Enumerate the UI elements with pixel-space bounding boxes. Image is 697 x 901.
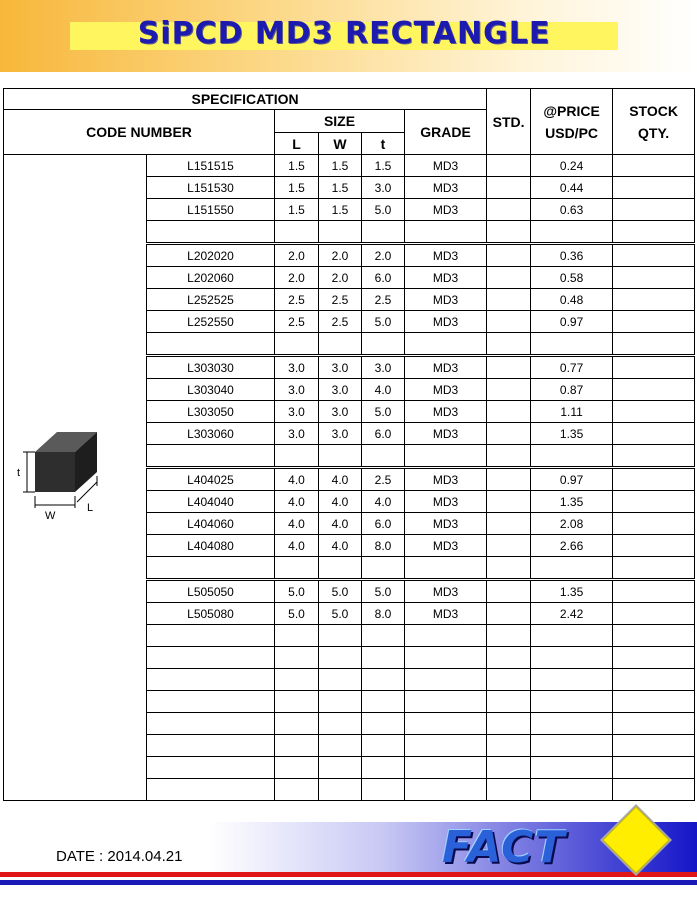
t-cell xyxy=(362,221,405,244)
w-cell xyxy=(319,333,362,356)
l-cell: 4.0 xyxy=(275,468,319,491)
code-number-header: CODE NUMBER xyxy=(4,110,275,155)
stock-cell xyxy=(613,557,695,580)
code-cell xyxy=(147,713,275,735)
grade-cell xyxy=(405,221,487,244)
w-cell: 3.0 xyxy=(319,356,362,379)
l-cell: 4.0 xyxy=(275,491,319,513)
t-cell xyxy=(362,691,405,713)
std-cell xyxy=(487,311,531,333)
l-cell: 1.5 xyxy=(275,199,319,221)
footer-stripe-blue xyxy=(0,880,697,885)
std-cell xyxy=(487,401,531,423)
stock-cell xyxy=(613,177,695,199)
grade-cell: MD3 xyxy=(405,513,487,535)
l-cell: 2.5 xyxy=(275,289,319,311)
price-cell xyxy=(531,735,613,757)
price-cell: 0.77 xyxy=(531,356,613,379)
table-row xyxy=(4,155,695,177)
price-cell xyxy=(531,625,613,647)
stock-header xyxy=(613,89,695,155)
grade-cell xyxy=(405,445,487,468)
grade-cell xyxy=(405,625,487,647)
std-cell xyxy=(487,625,531,647)
grade-cell: MD3 xyxy=(405,244,487,267)
t-cell: 2.5 xyxy=(362,468,405,491)
fact-logo: FACT xyxy=(442,822,566,873)
std-cell xyxy=(487,535,531,557)
w-cell: 1.5 xyxy=(319,199,362,221)
code-cell: L404060 xyxy=(147,513,275,535)
size-header: SIZE xyxy=(275,110,405,133)
std-cell xyxy=(487,669,531,691)
code-cell: L303040 xyxy=(147,379,275,401)
std-cell xyxy=(487,445,531,468)
w-cell xyxy=(319,625,362,647)
stock-cell xyxy=(613,311,695,333)
l-cell xyxy=(275,779,319,801)
std-cell xyxy=(487,691,531,713)
grade-cell: MD3 xyxy=(405,580,487,603)
grade-cell xyxy=(405,691,487,713)
l-cell xyxy=(275,669,319,691)
price-cell xyxy=(531,779,613,801)
t-cell xyxy=(362,757,405,779)
l-cell: 5.0 xyxy=(275,603,319,625)
code-cell xyxy=(147,735,275,757)
stock-cell xyxy=(613,468,695,491)
grade-cell: MD3 xyxy=(405,401,487,423)
w-cell xyxy=(319,221,362,244)
code-cell: L151530 xyxy=(147,177,275,199)
l-cell: 4.0 xyxy=(275,513,319,535)
std-cell xyxy=(487,580,531,603)
l-cell: 3.0 xyxy=(275,379,319,401)
price-cell: 0.48 xyxy=(531,289,613,311)
std-cell xyxy=(487,379,531,401)
price-cell xyxy=(531,445,613,468)
code-cell xyxy=(147,779,275,801)
spec-table-body xyxy=(4,155,695,801)
stock-cell xyxy=(613,691,695,713)
code-cell xyxy=(147,691,275,713)
l-cell: 2.0 xyxy=(275,267,319,289)
t-cell: 2.5 xyxy=(362,289,405,311)
std-cell xyxy=(487,155,531,177)
std-cell xyxy=(487,779,531,801)
std-cell xyxy=(487,333,531,356)
l-cell: 3.0 xyxy=(275,401,319,423)
t-cell: 6.0 xyxy=(362,267,405,289)
code-cell: L151550 xyxy=(147,199,275,221)
code-cell: L404040 xyxy=(147,491,275,513)
code-cell: L404080 xyxy=(147,535,275,557)
t-cell: 6.0 xyxy=(362,513,405,535)
std-cell xyxy=(487,513,531,535)
stock-cell xyxy=(613,199,695,221)
l-cell: 2.0 xyxy=(275,244,319,267)
code-cell xyxy=(147,757,275,779)
diagram-label-w: W xyxy=(45,509,56,522)
stock-cell xyxy=(613,647,695,669)
w-header: W xyxy=(319,133,362,155)
t-cell: 5.0 xyxy=(362,580,405,603)
w-cell xyxy=(319,647,362,669)
w-cell: 2.5 xyxy=(319,289,362,311)
t-cell: 1.5 xyxy=(362,155,405,177)
t-cell: 8.0 xyxy=(362,535,405,557)
price-cell: 1.11 xyxy=(531,401,613,423)
price-cell: 1.35 xyxy=(531,580,613,603)
l-cell: 3.0 xyxy=(275,356,319,379)
w-cell: 4.0 xyxy=(319,468,362,491)
t-cell: 4.0 xyxy=(362,379,405,401)
w-cell xyxy=(319,713,362,735)
l-header: L xyxy=(275,133,319,155)
stock-cell xyxy=(613,580,695,603)
l-cell: 5.0 xyxy=(275,580,319,603)
std-cell xyxy=(487,177,531,199)
stock-cell xyxy=(613,401,695,423)
std-cell xyxy=(487,647,531,669)
stock-cell xyxy=(613,757,695,779)
price-cell: 0.87 xyxy=(531,379,613,401)
l-cell xyxy=(275,333,319,356)
l-cell xyxy=(275,691,319,713)
std-cell xyxy=(487,221,531,244)
grade-cell: MD3 xyxy=(405,267,487,289)
price-cell xyxy=(531,757,613,779)
l-cell xyxy=(275,713,319,735)
price-cell: 0.97 xyxy=(531,311,613,333)
std-cell xyxy=(487,713,531,735)
code-cell: L303050 xyxy=(147,401,275,423)
t-cell: 2.0 xyxy=(362,244,405,267)
stock-cell xyxy=(613,244,695,267)
code-cell: L303060 xyxy=(147,423,275,445)
stock-header-line1: STOCK xyxy=(629,102,678,119)
price-cell xyxy=(531,669,613,691)
grade-cell: MD3 xyxy=(405,289,487,311)
w-cell: 1.5 xyxy=(319,155,362,177)
stock-cell xyxy=(613,379,695,401)
std-cell xyxy=(487,757,531,779)
std-cell xyxy=(487,423,531,445)
l-cell: 1.5 xyxy=(275,155,319,177)
grade-cell xyxy=(405,647,487,669)
grade-cell xyxy=(405,713,487,735)
code-cell: L252525 xyxy=(147,289,275,311)
price-cell xyxy=(531,691,613,713)
grade-cell xyxy=(405,779,487,801)
code-cell: L404025 xyxy=(147,468,275,491)
price-cell: 1.35 xyxy=(531,423,613,445)
t-cell: 5.0 xyxy=(362,199,405,221)
t-cell xyxy=(362,333,405,356)
price-cell: 0.36 xyxy=(531,244,613,267)
l-cell xyxy=(275,557,319,580)
grade-cell: MD3 xyxy=(405,603,487,625)
std-cell xyxy=(487,289,531,311)
grade-cell xyxy=(405,333,487,356)
w-cell: 5.0 xyxy=(319,603,362,625)
grade-cell xyxy=(405,557,487,580)
w-cell: 1.5 xyxy=(319,177,362,199)
stock-cell xyxy=(613,491,695,513)
std-cell xyxy=(487,491,531,513)
code-cell: L252550 xyxy=(147,311,275,333)
grade-cell: MD3 xyxy=(405,155,487,177)
grade-cell: MD3 xyxy=(405,177,487,199)
diamond-logo-icon xyxy=(598,802,674,878)
product-diagram-cell xyxy=(4,155,147,801)
price-cell: 0.24 xyxy=(531,155,613,177)
std-cell xyxy=(487,267,531,289)
code-cell: L505080 xyxy=(147,603,275,625)
code-cell: L202060 xyxy=(147,267,275,289)
price-cell: 0.44 xyxy=(531,177,613,199)
code-cell xyxy=(147,557,275,580)
code-cell: L505050 xyxy=(147,580,275,603)
code-cell xyxy=(147,647,275,669)
code-cell xyxy=(147,669,275,691)
l-cell xyxy=(275,735,319,757)
stock-cell xyxy=(613,669,695,691)
t-cell xyxy=(362,647,405,669)
std-cell xyxy=(487,557,531,580)
std-cell xyxy=(487,603,531,625)
price-cell xyxy=(531,557,613,580)
price-cell: 2.42 xyxy=(531,603,613,625)
w-cell: 3.0 xyxy=(319,379,362,401)
w-cell xyxy=(319,445,362,468)
w-cell xyxy=(319,557,362,580)
grade-cell: MD3 xyxy=(405,468,487,491)
stock-cell xyxy=(613,513,695,535)
l-cell xyxy=(275,625,319,647)
l-cell xyxy=(275,221,319,244)
stock-cell xyxy=(613,356,695,379)
price-cell: 1.35 xyxy=(531,491,613,513)
price-cell: 2.66 xyxy=(531,535,613,557)
price-cell: 0.58 xyxy=(531,267,613,289)
price-header-line1: @PRICE xyxy=(543,102,600,119)
w-cell: 4.0 xyxy=(319,535,362,557)
code-cell xyxy=(147,445,275,468)
stock-cell xyxy=(613,713,695,735)
stock-cell xyxy=(613,423,695,445)
stock-cell xyxy=(613,735,695,757)
diagram-label-t: t xyxy=(17,466,21,479)
l-cell: 3.0 xyxy=(275,423,319,445)
w-cell: 4.0 xyxy=(319,491,362,513)
w-cell xyxy=(319,691,362,713)
stock-header-line2: QTY. xyxy=(638,124,670,141)
w-cell xyxy=(319,669,362,691)
stock-cell xyxy=(613,603,695,625)
price-cell: 0.63 xyxy=(531,199,613,221)
t-cell xyxy=(362,445,405,468)
stock-cell xyxy=(613,779,695,801)
spec-table xyxy=(3,88,695,801)
grade-cell xyxy=(405,757,487,779)
diagram-label-l: L xyxy=(87,501,94,514)
grade-cell: MD3 xyxy=(405,356,487,379)
stock-cell xyxy=(613,625,695,647)
t-cell xyxy=(362,779,405,801)
price-cell xyxy=(531,221,613,244)
w-cell xyxy=(319,757,362,779)
t-cell: 5.0 xyxy=(362,311,405,333)
specification-header: SPECIFICATION xyxy=(4,89,487,110)
code-cell: L151515 xyxy=(147,155,275,177)
l-cell: 1.5 xyxy=(275,177,319,199)
stock-cell xyxy=(613,221,695,244)
std-cell xyxy=(487,199,531,221)
date-label: DATE : 2014.04.21 xyxy=(56,848,183,865)
grade-cell xyxy=(405,735,487,757)
std-cell xyxy=(487,356,531,379)
w-cell: 2.5 xyxy=(319,311,362,333)
code-cell xyxy=(147,221,275,244)
page-title: SiPCD MD3 RECTANGLE xyxy=(137,16,551,51)
price-cell xyxy=(531,333,613,356)
std-header: STD. xyxy=(487,89,531,155)
grade-header: GRADE xyxy=(405,110,487,155)
code-cell xyxy=(147,333,275,356)
grade-cell: MD3 xyxy=(405,491,487,513)
w-cell: 2.0 xyxy=(319,267,362,289)
grade-cell: MD3 xyxy=(405,379,487,401)
price-header-line2: USD/PC xyxy=(545,124,599,141)
t-cell xyxy=(362,557,405,580)
std-cell xyxy=(487,468,531,491)
t-cell: 6.0 xyxy=(362,423,405,445)
w-cell: 2.0 xyxy=(319,244,362,267)
l-cell xyxy=(275,445,319,468)
grade-cell: MD3 xyxy=(405,311,487,333)
t-cell xyxy=(362,669,405,691)
l-cell: 2.5 xyxy=(275,311,319,333)
stock-cell xyxy=(613,535,695,557)
t-cell: 5.0 xyxy=(362,401,405,423)
price-cell: 0.97 xyxy=(531,468,613,491)
grade-cell: MD3 xyxy=(405,535,487,557)
t-cell: 3.0 xyxy=(362,356,405,379)
t-cell xyxy=(362,625,405,647)
t-cell: 8.0 xyxy=(362,603,405,625)
w-cell: 4.0 xyxy=(319,513,362,535)
l-cell xyxy=(275,757,319,779)
code-cell: L303030 xyxy=(147,356,275,379)
stock-cell xyxy=(613,289,695,311)
w-cell: 3.0 xyxy=(319,423,362,445)
std-cell xyxy=(487,244,531,267)
grade-cell: MD3 xyxy=(405,199,487,221)
t-cell xyxy=(362,713,405,735)
code-cell: L202020 xyxy=(147,244,275,267)
t-cell: 3.0 xyxy=(362,177,405,199)
price-cell xyxy=(531,713,613,735)
price-cell: 2.08 xyxy=(531,513,613,535)
w-cell xyxy=(319,779,362,801)
l-cell: 4.0 xyxy=(275,535,319,557)
price-header xyxy=(531,89,613,155)
w-cell: 5.0 xyxy=(319,580,362,603)
t-header: t xyxy=(362,133,405,155)
t-cell: 4.0 xyxy=(362,491,405,513)
stock-cell xyxy=(613,155,695,177)
stock-cell xyxy=(613,445,695,468)
l-cell xyxy=(275,647,319,669)
price-cell xyxy=(531,647,613,669)
grade-cell xyxy=(405,669,487,691)
std-cell xyxy=(487,735,531,757)
cube-diagram-icon xyxy=(5,410,145,540)
grade-cell: MD3 xyxy=(405,423,487,445)
w-cell: 3.0 xyxy=(319,401,362,423)
stock-cell xyxy=(613,333,695,356)
code-cell xyxy=(147,625,275,647)
w-cell xyxy=(319,735,362,757)
stock-cell xyxy=(613,267,695,289)
t-cell xyxy=(362,735,405,757)
